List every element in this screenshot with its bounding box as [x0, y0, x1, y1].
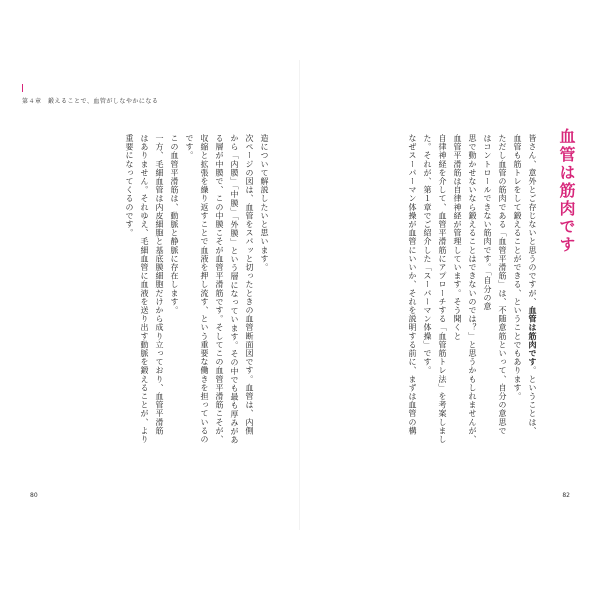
- paragraph-line: 一方、毛細血管は内皮細胞と基底膜細胞だけから成り立っており、血管平滑筋: [155, 134, 164, 435]
- text-run: 。ということは、: [528, 366, 537, 436]
- paragraph-line: 造について解説したいと思います。: [260, 134, 269, 272]
- running-header: 第４章 鍛えることで、血管がしなやかになる: [22, 98, 159, 105]
- section-title: 血管は筋肉です: [557, 128, 576, 254]
- paragraph-line: 血管も筋トレをして鍛えることができる、ということでもあります。: [513, 134, 522, 401]
- page-number-right: 82: [562, 492, 570, 499]
- paragraph-line: [480, 134, 495, 464]
- paragraph-line: なぜスーパーマン体操が血管にいいか、それを説明する前に、まずは血管の構: [408, 134, 417, 435]
- paragraph-line: です。: [185, 134, 194, 160]
- paragraph-line: 次ページの図は、血管をスパッと切ったときの血管断面図です。血管は、内側: [245, 134, 254, 435]
- paragraph-line: 自律神経を介して、血管平滑筋にアプローチする「血管筋トレ法」を考案しまし: [438, 134, 447, 444]
- text-run: 皆さん、意外とご存じないと思うのですが、: [528, 134, 537, 306]
- paragraph-line: た。それが、第１章でご紹介した「スーパーマン体操」です。: [423, 134, 432, 375]
- paragraph-line: 重要になってくるのです。: [125, 134, 134, 238]
- paragraph-line: 思で動かせないなら鍛えることはできないのでは？」と思うかもしれませんが、: [468, 134, 477, 444]
- paragraph-line: はありません。それゆえ、毛細血管に血液を送り出す動脈を鍛えることが、より: [140, 134, 149, 444]
- right-page: [300, 0, 600, 600]
- page-number-left: 80: [30, 492, 38, 499]
- paragraph-line: 収縮と拡張を繰り返すことで血液を押し流す、という重要な働きを担っているの: [200, 134, 209, 444]
- emphasis-text: 血管は筋肉です: [528, 306, 537, 367]
- left-body-text: [122, 134, 272, 464]
- paragraph-line: [525, 134, 540, 464]
- header-accent-rule: [22, 84, 23, 92]
- paragraph-line: この血管平滑筋は、動脈と静脈に存在します。: [170, 134, 179, 315]
- text-run: はコントロールできない筋肉です。「自分の意: [483, 134, 492, 311]
- paragraph-line: る層が中膜で、この中膜こそが血管平滑筋です。そしてこの血管平滑筋こそが、: [215, 134, 224, 444]
- paragraph-line: ただし血管の筋肉である「血管平滑筋」は、不随意筋といって、自分の意思で: [498, 134, 507, 435]
- paragraph-line: 血管平滑筋は自律神経が管理しています。そう聞くと: [453, 134, 462, 341]
- right-body-text: [405, 134, 540, 464]
- paragraph-line: から「内膜」「中膜」「外膜」という層になっています。その中でも最も厚みがあ: [230, 134, 239, 445]
